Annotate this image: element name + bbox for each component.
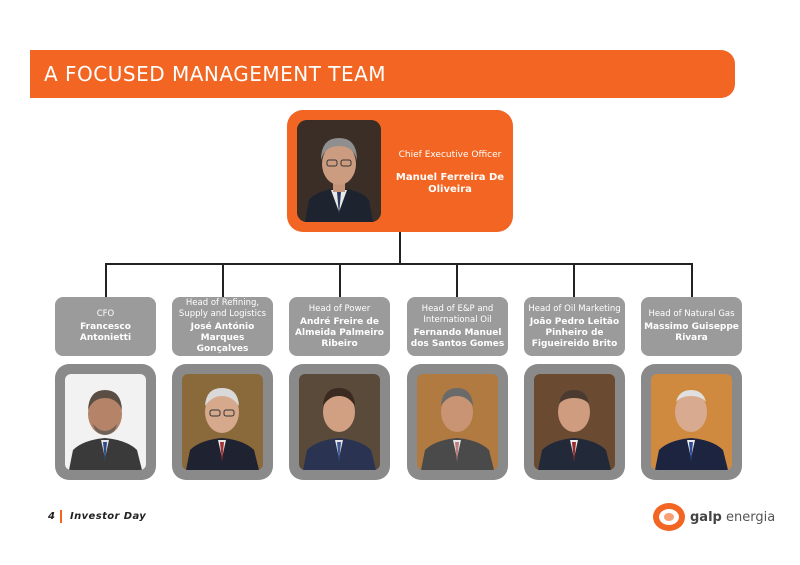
member-name: João Pedro Leitão Pinheiro de Figueireido Brito bbox=[529, 316, 620, 349]
member-card-cfo bbox=[55, 297, 156, 356]
member-photo bbox=[651, 374, 732, 470]
member-photo-frame bbox=[407, 364, 508, 480]
member-role: Head of Power bbox=[308, 303, 371, 314]
member-photo bbox=[299, 374, 380, 470]
member-name: José António Marques Gonçalves bbox=[190, 322, 255, 354]
member-photo-frame bbox=[524, 364, 625, 480]
connector-branch bbox=[222, 263, 224, 297]
member-card-ep bbox=[407, 297, 508, 356]
member-name: Massimo Guiseppe Rivara bbox=[644, 322, 739, 343]
member-card-natural-gas bbox=[641, 297, 742, 356]
member-role: Head of Refining, Supply and Logistics bbox=[178, 298, 267, 319]
member-photo bbox=[65, 374, 146, 470]
connector-branch bbox=[691, 263, 693, 297]
member-photo bbox=[182, 374, 263, 470]
member-photo-frame bbox=[289, 364, 390, 480]
member-photo bbox=[417, 374, 498, 470]
logo-suffix: energia bbox=[721, 510, 776, 525]
member-card-power bbox=[289, 297, 390, 356]
ceo-role: Chief Executive Officer bbox=[398, 150, 502, 160]
member-role: CFO bbox=[96, 309, 115, 319]
member-card-refining bbox=[172, 297, 273, 356]
connector-branch bbox=[573, 263, 575, 297]
member-photo-frame bbox=[641, 364, 742, 480]
connector-vertical-ceo bbox=[399, 232, 401, 264]
connector-branch bbox=[339, 263, 341, 297]
member-photo bbox=[534, 374, 615, 470]
connector-horizontal bbox=[105, 263, 693, 265]
member-name: Fernando Manuel dos Santos Gomes bbox=[410, 327, 505, 349]
connector-branch bbox=[456, 263, 458, 297]
member-photo-frame bbox=[172, 364, 273, 480]
page-title: A FOCUSED MANAGEMENT TEAM bbox=[44, 62, 387, 86]
member-name: André Freire de Almeida Palmeiro Ribeiro bbox=[295, 316, 384, 349]
member-role: Head of E&P and International Oil bbox=[421, 303, 494, 325]
title-banner bbox=[30, 50, 735, 98]
member-name: Francesco Antonietti bbox=[79, 322, 132, 343]
member-photo-frame bbox=[55, 364, 156, 480]
connector-branch bbox=[105, 263, 107, 297]
footer-divider bbox=[60, 510, 62, 523]
footer-label: Investor Day bbox=[70, 511, 147, 522]
member-role: Head of Natural Gas bbox=[648, 309, 735, 319]
logo-brand: galp bbox=[690, 510, 722, 525]
member-card-oil-marketing bbox=[524, 297, 625, 356]
page-number: 4 bbox=[48, 511, 55, 522]
ceo-card bbox=[287, 110, 513, 232]
galp-logo-icon bbox=[652, 502, 686, 532]
logo-wordmark bbox=[690, 510, 775, 525]
member-role: Head of Oil Marketing bbox=[528, 303, 621, 314]
ceo-name: Manuel Ferreira De Oliveira bbox=[395, 172, 505, 195]
ceo-photo bbox=[297, 120, 381, 222]
